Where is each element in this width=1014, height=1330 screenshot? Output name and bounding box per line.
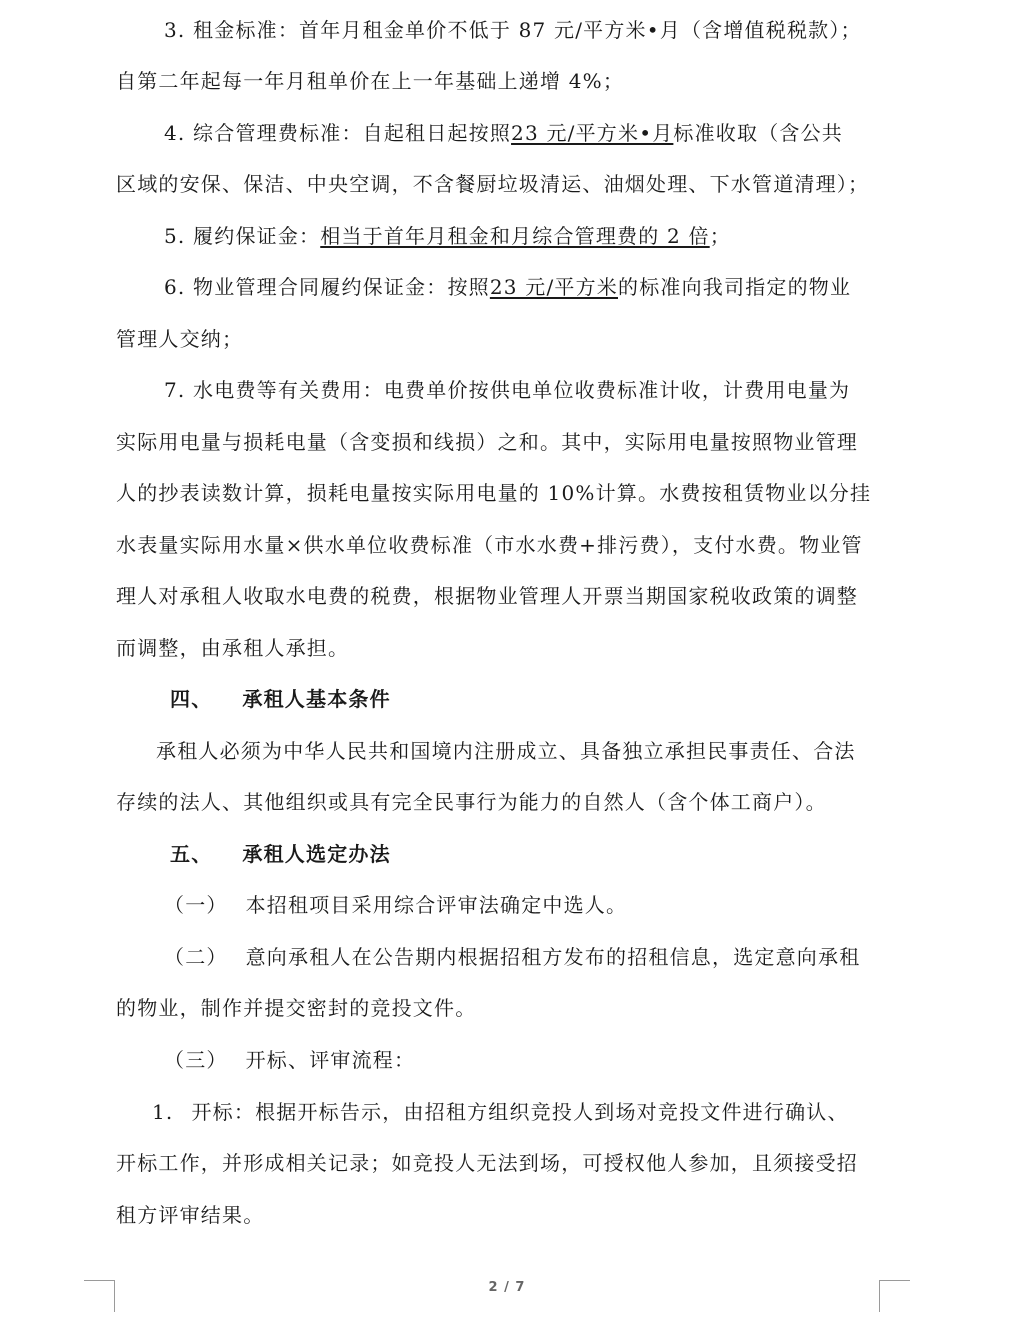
text-line: [164, 119, 843, 147]
text-line: 水表量实际用水量×供水单位收费标准（市水水费+排污费），支付水费。物业管: [116, 533, 863, 557]
text-segment: 意向承租人在公告期内根据招租方发布的招租信息，选定意向承租: [245, 945, 861, 969]
section-number: 五、: [170, 842, 213, 866]
text-line: 人的抄表读数计算，损耗电量按实际用电量的 10%计算。水费按租赁物业以分挂: [116, 481, 872, 505]
text-segment: 4. 综合管理费标准：自起租日起按照: [164, 121, 512, 145]
text-segment: 6. 物业管理合同履约保证金：按照: [164, 275, 490, 299]
text-line: 租方评审结果。: [116, 1203, 265, 1227]
section-heading: [170, 685, 391, 713]
text-segment: 标准收取（含公共: [673, 121, 843, 145]
text-line: [164, 943, 860, 971]
text-segment: 开标、评审流程：: [245, 1048, 416, 1072]
text-line: 区域的安保、保洁、中央空调，不含餐厨垃圾清运、油烟处理、下水管道清理）；: [116, 172, 870, 196]
section-title: 承租人基本条件: [242, 687, 391, 711]
text-line: 管理人交纳；: [116, 327, 244, 351]
text-line: 3. 租金标准：首年月租金单价不低于 87 元/平方米•月（含增值税税款）；: [164, 18, 862, 42]
text-line: 承租人必须为中华人民共和国境内注册成立、具备独立承担民事责任、合法: [156, 739, 856, 763]
text-line: 7. 水电费等有关费用：电费单价按供电单位收费标准计收，计费用电量为: [164, 378, 851, 402]
list-number: （三）: [164, 1048, 228, 1072]
underlined-value: 相当于首年月租金和月综合管理费的 2 倍: [320, 224, 710, 248]
text-segment: 本招租项目采用综合评审法确定中选人。: [245, 893, 628, 917]
text-line: [164, 891, 627, 919]
text-line: [164, 273, 851, 301]
underlined-value: 23 元/平方米•月: [511, 121, 674, 145]
text-line: [164, 222, 731, 250]
text-line: [164, 1046, 415, 1074]
text-segment: 5. 履约保证金：: [164, 224, 321, 248]
list-number: 1.: [152, 1100, 174, 1124]
text-line: [152, 1098, 849, 1126]
text-line: 的物业，制作并提交密封的竞投文件。: [116, 996, 477, 1020]
section-title: 承租人选定办法: [242, 842, 391, 866]
page-number: 2 / 7: [488, 1280, 526, 1295]
text-line: 理人对承租人收取水电费的税费，根据物业管理人开票当期国家税收政策的调整: [116, 584, 858, 608]
list-number: （二）: [164, 945, 228, 969]
text-segment: ；: [709, 224, 731, 248]
section-heading: [170, 840, 391, 868]
text-line: 而调整，由承租人承担。: [116, 636, 350, 660]
text-line: 自第二年起每一年月租单价在上一年基础上递增 4%；: [116, 69, 625, 93]
text-line: 开标工作，并形成相关记录；如竞投人无法到场，可授权他人参加，且须接受招: [116, 1151, 858, 1175]
text-line: 实际用电量与损耗电量（含变损和线损）之和。其中，实际用电量按照物业管理: [116, 430, 858, 454]
text-line: 存续的法人、其他组织或具有完全民事行为能力的自然人（含个体工商户）。: [116, 790, 827, 814]
text-segment: 的标准向我司指定的物业: [618, 275, 852, 299]
underlined-value: 23 元/平方米: [489, 275, 618, 299]
text-segment: 开标：根据开标告示，由招租方组织竞投人到场对竞投文件进行确认、: [191, 1100, 849, 1124]
list-number: （一）: [164, 893, 228, 917]
section-number: 四、: [170, 687, 213, 711]
